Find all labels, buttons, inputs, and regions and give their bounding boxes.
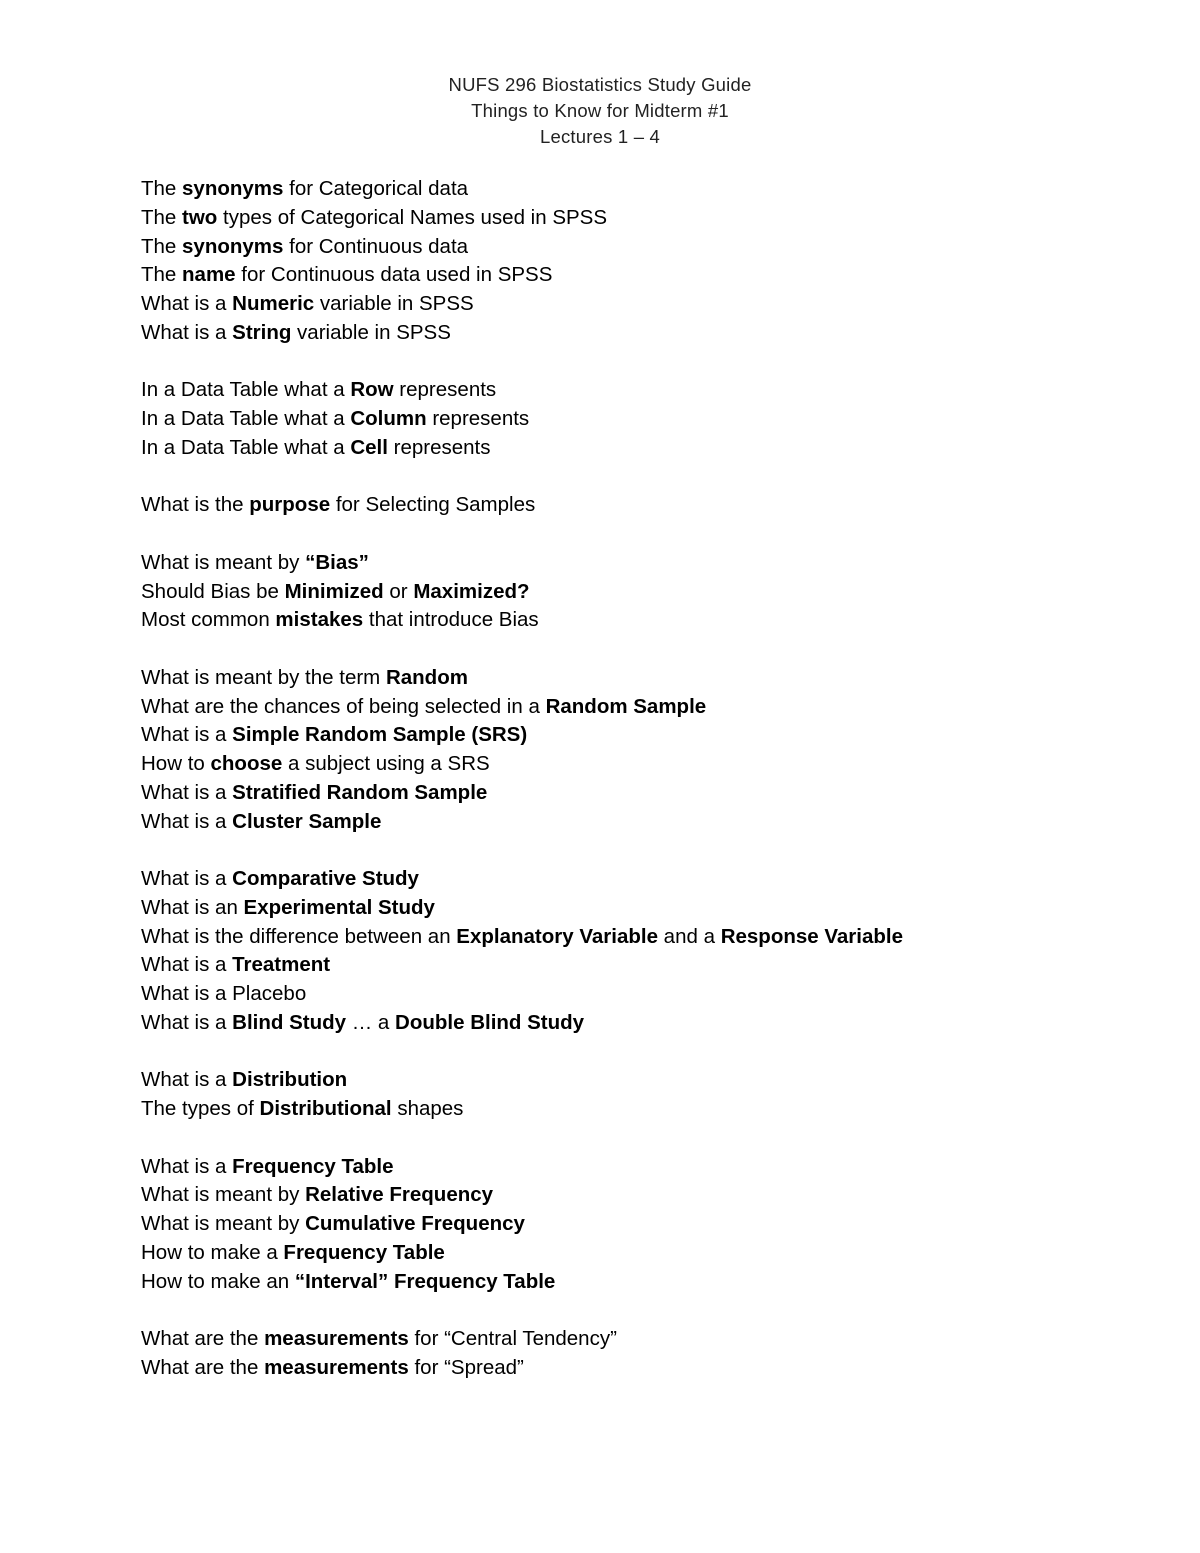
key-term: “Bias” [305, 550, 369, 574]
item-text: What is meant by the term [141, 665, 386, 689]
study-item [141, 204, 1141, 233]
section-spacer [141, 348, 1141, 377]
item-text: for Selecting Samples [330, 493, 536, 517]
study-item [141, 894, 1141, 923]
item-text: What is a [141, 809, 233, 833]
section-spacer [141, 1124, 1141, 1153]
item-text: for Continuous data [283, 234, 469, 258]
study-item [141, 1181, 1141, 1210]
document-title: NUFS 296 Biostatistics Study Guide [448, 74, 752, 95]
document-header [0, 72, 1200, 150]
item-text: What are the [141, 1355, 265, 1379]
study-item [141, 980, 1141, 1009]
study-item [141, 808, 1141, 837]
item-text: What is a [141, 953, 233, 977]
topic-section [141, 1153, 1141, 1297]
item-text: Should Bias be [141, 579, 285, 603]
study-item [141, 779, 1141, 808]
key-term: measurements [264, 1355, 409, 1379]
item-text: that introduce Bias [363, 608, 539, 632]
item-text: The [141, 234, 183, 258]
key-term: Distributional [259, 1097, 392, 1120]
section-spacer [141, 1038, 1141, 1067]
key-term: Column [350, 407, 427, 430]
study-item [141, 1066, 1141, 1095]
study-item [141, 233, 1141, 262]
key-term: synonyms [182, 177, 284, 200]
section-spacer [141, 836, 1141, 865]
study-item [141, 606, 1141, 635]
key-term: Treatment [232, 953, 331, 977]
item-text: What is meant by [141, 1212, 306, 1235]
study-item [141, 1268, 1141, 1297]
item-text: How to make an [141, 1269, 295, 1293]
study-item [141, 1095, 1141, 1124]
key-term: Simple Random Sample (SRS) [232, 723, 528, 747]
item-text: What are the chances of being selected in a [141, 694, 546, 718]
item-text: The [141, 177, 183, 200]
item-text: types of Categorical Names used in SPSS [217, 205, 608, 229]
item-text: for Continuous data used in SPSS [235, 263, 553, 287]
item-text: What is a Placebo [141, 982, 307, 1005]
item-text: … a [346, 1010, 396, 1034]
document-subtitle: Things to Know for Midterm #1 [471, 100, 729, 121]
item-text: What is a [141, 1068, 233, 1092]
key-term: Distribution [232, 1068, 348, 1092]
topic-section [141, 1066, 1141, 1124]
item-text: In a Data Table what a [141, 378, 351, 402]
item-text: for Categorical data [283, 177, 469, 200]
key-term: Random [385, 665, 468, 689]
study-item [141, 578, 1141, 607]
item-text: What is a [141, 723, 233, 747]
key-term: Stratified Random Sample [232, 780, 488, 804]
key-term: measurements [264, 1327, 409, 1350]
key-term: Frequency Table [232, 1154, 394, 1178]
item-text: Most common [141, 608, 276, 632]
study-item [141, 405, 1141, 434]
topic-section [141, 549, 1141, 635]
item-text: How to make a [141, 1240, 284, 1264]
item-text: a subject using a SRS [282, 752, 490, 775]
item-text: or [383, 579, 414, 603]
item-text: What is a [141, 1154, 233, 1178]
item-text: What is meant by [141, 1183, 306, 1207]
study-item [141, 434, 1141, 463]
item-text: The [141, 205, 183, 229]
section-spacer [141, 520, 1141, 549]
study-item [141, 175, 1141, 204]
key-term: Numeric [232, 292, 315, 315]
study-item [141, 750, 1141, 779]
study-item [141, 261, 1141, 290]
item-text: What is a [141, 1010, 233, 1034]
key-term: String [232, 320, 292, 344]
key-term: Explanatory Variable [456, 924, 658, 948]
section-spacer [141, 463, 1141, 492]
section-spacer [141, 1296, 1141, 1325]
study-item [141, 721, 1141, 750]
key-term: Frequency Table [283, 1240, 445, 1264]
key-term: Blind Study [232, 1010, 347, 1034]
key-term: choose [210, 752, 283, 775]
study-item [141, 549, 1141, 578]
item-text: How to [141, 752, 211, 775]
section-spacer [141, 635, 1141, 664]
item-text: What is an [141, 895, 244, 919]
key-term: Cumulative Frequency [305, 1212, 525, 1235]
topic-section [141, 491, 1141, 520]
study-item [141, 664, 1141, 693]
study-item [141, 865, 1141, 894]
item-text: for “Spread” [408, 1355, 524, 1379]
study-item [141, 1325, 1141, 1354]
key-term: Response Variable [720, 924, 903, 948]
study-item [141, 1239, 1141, 1268]
study-item [141, 693, 1141, 722]
item-text: What are the [141, 1327, 265, 1350]
study-item [141, 1009, 1141, 1038]
topic-section [141, 175, 1141, 348]
study-item [141, 1153, 1141, 1182]
item-text: shapes [391, 1097, 464, 1120]
study-item [141, 319, 1141, 348]
item-text: for “Central Tendency” [408, 1327, 617, 1350]
key-term: Experimental Study [243, 895, 435, 919]
key-term: Minimized [284, 579, 384, 603]
study-item [141, 491, 1141, 520]
key-term: Cell [350, 435, 388, 459]
topic-section [141, 1325, 1141, 1383]
key-term: “Interval” Frequency Table [294, 1269, 556, 1293]
item-text: represents [387, 435, 491, 459]
study-item [141, 376, 1141, 405]
item-text: In a Data Table what a [141, 435, 351, 459]
study-item [141, 1210, 1141, 1239]
key-term: two [182, 205, 218, 229]
item-text: The types of [141, 1097, 260, 1120]
item-text: The [141, 263, 183, 287]
item-text: What is a [141, 867, 233, 890]
item-text: What is a [141, 320, 233, 344]
study-guide-body [141, 175, 1141, 1383]
item-text: What is the [141, 493, 250, 517]
key-term: Maximized? [413, 579, 530, 603]
item-text: What is meant by [141, 550, 306, 574]
study-item [141, 1354, 1141, 1383]
item-text: variable in SPSS [314, 292, 474, 315]
key-term: Comparative Study [232, 867, 419, 890]
key-term: name [182, 263, 236, 287]
topic-section [141, 376, 1141, 462]
item-text: What is a [141, 780, 233, 804]
item-text: represents [393, 378, 497, 402]
topic-section [141, 865, 1141, 1038]
lecture-range: Lectures 1 – 4 [539, 126, 661, 147]
item-text: variable in SPSS [291, 320, 451, 344]
study-item [141, 951, 1141, 980]
key-term: synonyms [182, 234, 284, 258]
key-term: Row [350, 378, 394, 402]
topic-section [141, 664, 1141, 837]
item-text: and a [657, 924, 721, 948]
item-text: represents [426, 407, 530, 430]
key-term: Relative Frequency [305, 1183, 494, 1207]
study-item [141, 923, 1141, 952]
item-text: What is the difference between an [141, 924, 457, 948]
key-term: mistakes [275, 608, 364, 632]
study-item [141, 290, 1141, 319]
key-term: Double Blind Study [395, 1010, 585, 1034]
key-term: Random Sample [545, 694, 707, 718]
item-text: In a Data Table what a [141, 407, 351, 430]
item-text: What is a [141, 292, 233, 315]
key-term: purpose [249, 493, 331, 517]
key-term: Cluster Sample [232, 809, 382, 833]
